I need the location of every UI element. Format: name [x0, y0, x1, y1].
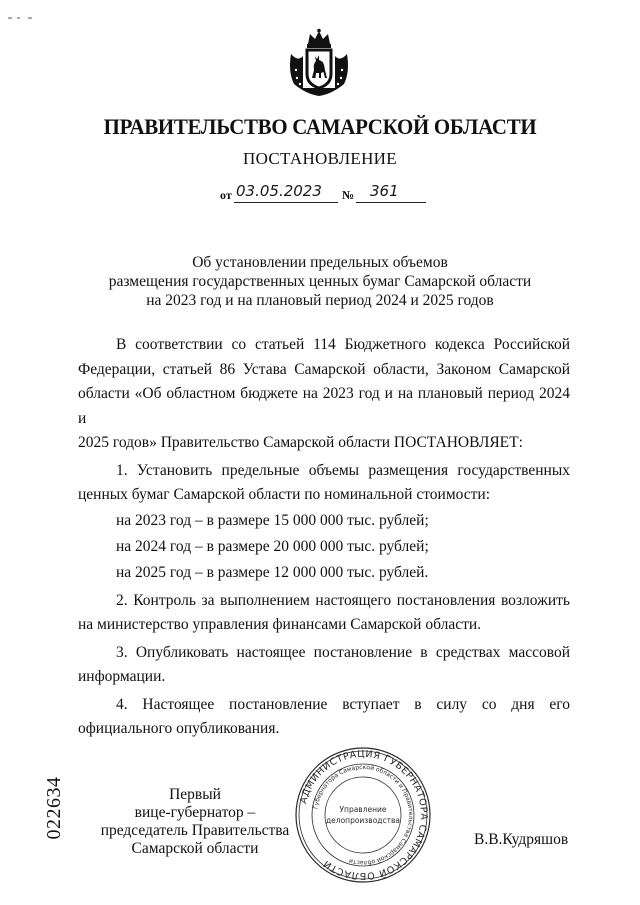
samara-coat-of-arms-icon — [288, 28, 350, 98]
date-underline — [234, 202, 338, 203]
item-4-line: официального опубликования. — [78, 720, 280, 737]
document-subject — [80, 253, 560, 310]
preamble-line: Федерации, статьей 86 Устава Самарской области, Законом Самарской — [78, 360, 570, 378]
document-body — [78, 333, 570, 742]
signer-title-line: Первый — [169, 786, 221, 803]
item-3-line: информации. — [78, 668, 166, 685]
serial-number: 022634 — [43, 776, 65, 840]
stamp-outer-text: АДМИНИСТРАЦИЯ ГУБЕРНАТОРА САМАРСКОЙ ОБЛАСТИ — [298, 748, 430, 882]
preamble-line: В соответствии со статьей 114 Бюджетного кодекса Российской — [116, 336, 570, 353]
date-label: от — [220, 188, 232, 202]
limit-2023: на 2023 год – в размере 15 000 000 тыс. рублей; — [116, 511, 429, 529]
subject-line: размещения государственных ценных бумаг Самарской области — [108, 273, 532, 290]
official-stamp — [294, 746, 432, 884]
subject-line: на 2023 год и на плановый период 2024 и 2025 годов — [146, 292, 494, 309]
item-2-line: 2. Контроль за выполнением настоящего постановления возложить — [116, 591, 570, 609]
item-3-line: 3. Опубликовать настоящее постановление в средствах массовой — [116, 643, 570, 661]
signer-title-line: Самарской области — [131, 840, 259, 857]
signer-name: В.В.Кудряшов — [474, 831, 569, 848]
item-2-line: на министерство управления финансами Самарской области. — [78, 616, 482, 633]
number-value: 361 — [370, 182, 399, 200]
number-label: № — [342, 188, 355, 202]
subject-line: Об установлении предельных объемов — [192, 254, 448, 271]
signer-title-line: председатель Правительства — [100, 822, 290, 839]
limit-2025: на 2025 год – в размере 12 000 000 тыс. рублей. — [116, 563, 429, 581]
item-1-line: ценных бумаг Самарской области по номинальной стоимости: — [78, 486, 491, 503]
government-name: ПРАВИТЕЛЬСТВО САМАРСКОЙ ОБЛАСТИ — [103, 114, 537, 139]
preamble-line: 2025 годов» Правительство Самарской области ПОСТАНОВЛЯЕТ: — [78, 434, 523, 451]
preamble-line: области «Об областном бюджете на 2023 год и на плановый период 2024 и — [78, 385, 570, 427]
stamp-center-line: делопроизводства — [325, 816, 401, 825]
limit-2024: на 2024 год – в размере 20 000 000 тыс. рублей; — [116, 537, 429, 555]
date-number-line — [220, 182, 440, 206]
item-1-line: 1. Установить предельные объемы размещения государственных — [116, 461, 570, 479]
stamp-center-line: Управление — [339, 805, 387, 814]
scan-artifact-mark — [8, 16, 36, 20]
number-underline — [356, 202, 426, 203]
signer-title — [100, 786, 290, 858]
signer-title-line: вице-губернатор – — [134, 804, 256, 821]
document-type: ПОСТАНОВЛЕНИЕ — [243, 149, 397, 168]
stamp-inner-text: Губернатора Самарской области и Правительства Самарской области — [312, 763, 415, 867]
svg-text:Губернатора Самарской области — [312, 764, 414, 866]
date-value: 03.05.2023 — [236, 182, 322, 200]
item-4-line: 4. Настоящее постановление вступает в силу со дня его — [116, 695, 570, 713]
